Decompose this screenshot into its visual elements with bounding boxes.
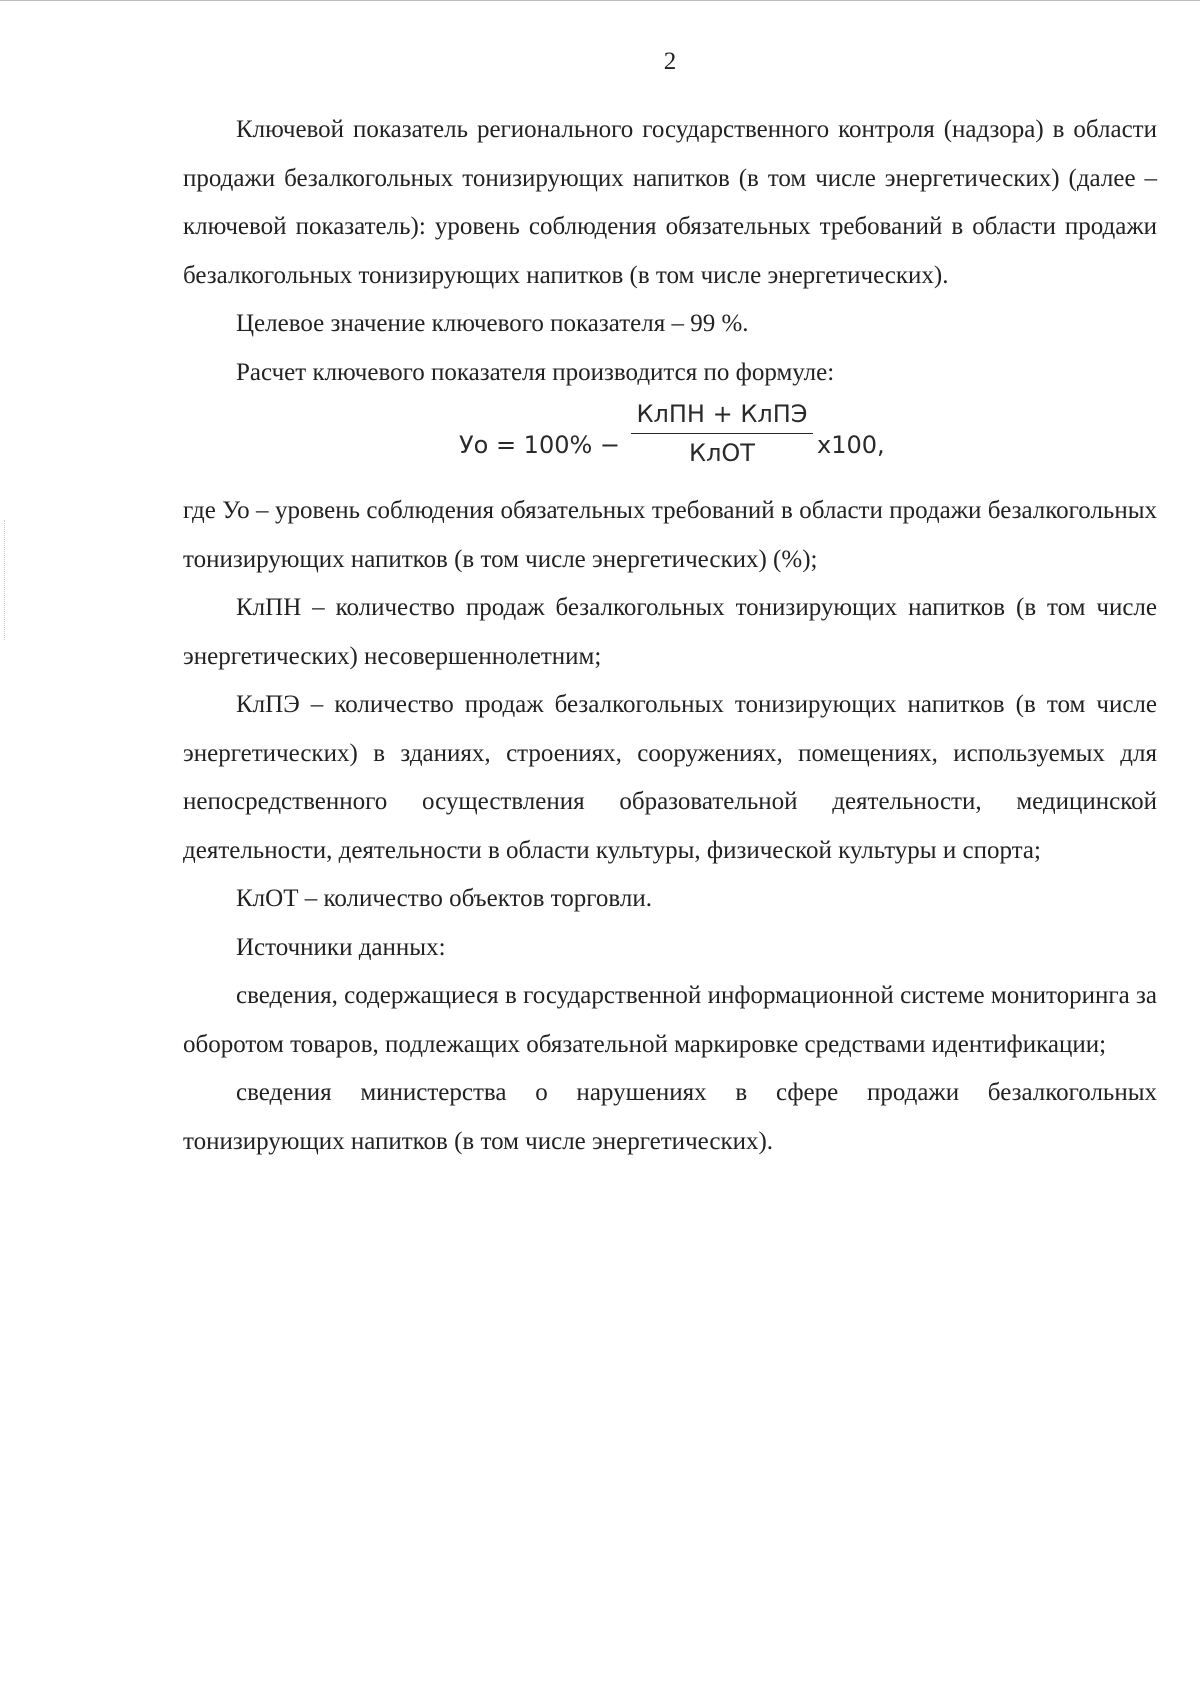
paragraph-klpe-definition: КлПЭ – количество продаж безалкогольных тонизирующих напитков (в том числе энергетических) в зданиях, строениях, сооружениях, помещениях, используемых для непосредственного осуществления образовательной деятельности, медицинской деятельности, деятельности в области культуры, физической культуры и спорта; bbox=[183, 691, 1157, 864]
paragraph-calculation-intro: Расчет ключевого показателя производится по формуле: bbox=[236, 358, 835, 386]
formula-fraction bbox=[631, 397, 813, 470]
paragraph-uo-definition: где Уо – уровень соблюдения обязательных требований в области продажи безалкогольных тонизирующих напитков (в том числе энергетических) (%); bbox=[183, 497, 1157, 573]
paragraph-key-indicator: Ключевой показатель регионального государственного контроля (надзора) в области продажи безалкогольных тонизирующих напитков (в том числе энергетических) (далее – ключевой показатель): уровень соблюдения обязательных требований в области продажи безалкогольных тонизирующих напитков (в том числе энергетических). bbox=[183, 116, 1157, 289]
formula bbox=[183, 397, 1157, 487]
formula-lhs: Уо = 100% − bbox=[459, 431, 621, 459]
formula-fraction-bar bbox=[631, 433, 813, 434]
scan-margin-marks bbox=[4, 520, 6, 640]
scan-edge-line bbox=[0, 0, 1200, 1]
paragraph-data-source-ministry: сведения министерства о нарушениях в сфере продажи безалкогольных тонизирующих напитков (в том числе энергетических). bbox=[183, 1079, 1157, 1155]
document-body bbox=[183, 106, 1157, 1166]
formula-rhs: х100, bbox=[817, 431, 885, 459]
paragraph-klpn-definition: КлПН – количество продаж безалкогольных тонизирующих напитков (в том числе энергетических) несовершеннолетним; bbox=[183, 594, 1157, 670]
paragraph-target-value: Целевое значение ключевого показателя – 99 %. bbox=[236, 310, 749, 337]
paragraph-data-source-gis: сведения, содержащиеся в государственной информационной системе мониторинга за оборотом товаров, подлежащих обязательной маркировке средствами идентификации; bbox=[183, 982, 1157, 1058]
paragraph-klot-definition: КлОТ – количество объектов торговли. bbox=[236, 885, 652, 912]
page-number: 2 bbox=[663, 48, 677, 75]
formula-denominator: КлОТ bbox=[689, 439, 755, 467]
formula-numerator: КлПН + КлПЭ bbox=[636, 400, 808, 428]
paragraph-data-sources-heading: Источники данных: bbox=[236, 933, 446, 961]
